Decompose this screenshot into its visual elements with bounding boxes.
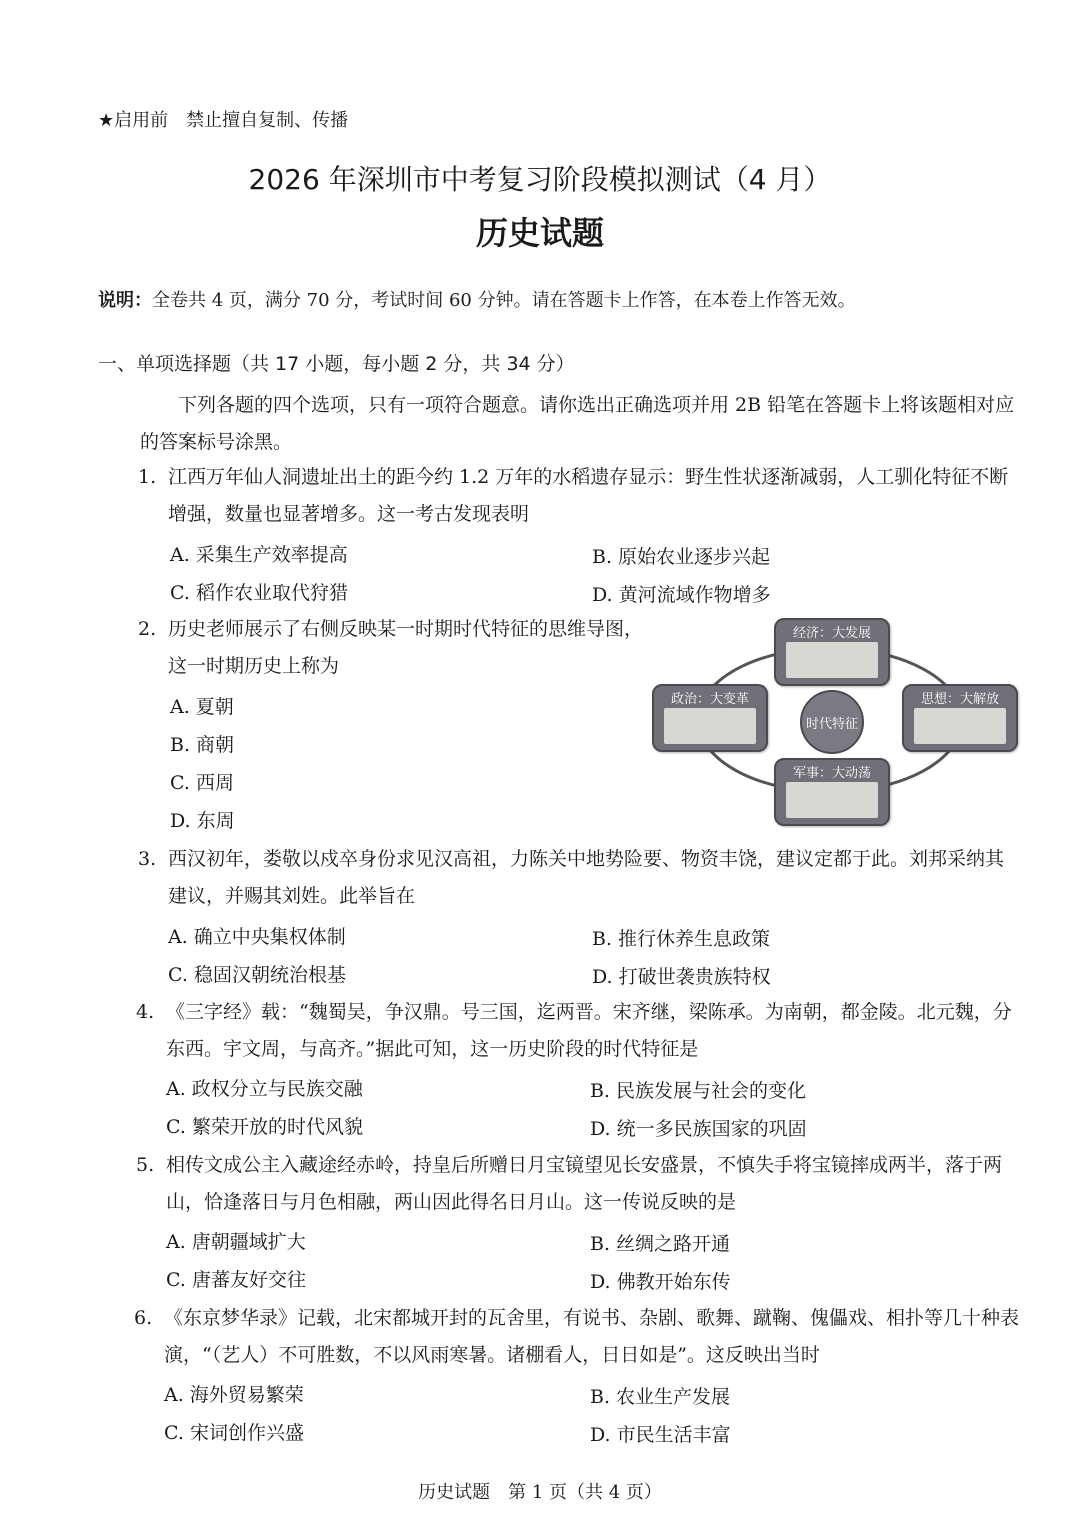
option-d: D. 黄河流域作物增多 — [592, 584, 771, 606]
question-number: 1. — [138, 466, 157, 488]
option-c: C. 繁荣开放的时代风貌 — [166, 1116, 363, 1138]
battle-illustration — [786, 782, 878, 818]
thought-label: 思想：大解放 — [920, 692, 999, 707]
question-text: 相传文成公主入藏途经赤岭，持皇后所赠日月宝镜望见长安盛景，不慎失手将宝镜摔成两半，落于两山，恰逢落日与月色相融，两山因此得名日月山。这一传说反映的是 — [166, 1154, 1003, 1213]
military-node — [774, 758, 890, 826]
option-b: B. 原始农业逐步兴起 — [592, 546, 771, 568]
option-b: B. 推行休养生息政策 — [592, 928, 771, 950]
option-c: C. 稻作农业取代狩猎 — [170, 582, 348, 604]
politics-node — [652, 684, 768, 752]
thought-node — [902, 684, 1018, 752]
option-c: C. 宋词创作兴盛 — [164, 1422, 304, 1444]
section-title: 一、单项选择题（共 17 小题，每小题 2 分，共 34 分） — [98, 353, 575, 375]
option-a: A. 海外贸易繁荣 — [164, 1384, 304, 1406]
question-text: 《三字经》载：“魏蜀吴，争汉鼎。号三国，迄两晋。宋齐继，梁陈承。为南朝，都金陵。北元魏，分东西。宇文周，与高齐。”据此可知，这一历史阶段的时代特征是 — [166, 1001, 1012, 1060]
politics-label: 政治：大变革 — [670, 692, 749, 707]
scholars-illustration — [914, 708, 1006, 744]
option-d: D. 东周 — [170, 810, 235, 832]
option-a: A. 确立中央集权体制 — [168, 926, 346, 948]
mind-map-center: 时代特征 — [800, 690, 864, 754]
question-number: 5. — [136, 1154, 155, 1176]
option-b: B. 商朝 — [170, 734, 235, 756]
question-text: 历史老师展示了右侧反映某一时期时代特征的思维导图，这一时期历史上称为 — [168, 618, 644, 677]
option-a: A. 夏朝 — [170, 696, 234, 718]
section-intro: 下列各题的四个选项，只有一项符合题意。请你选出正确选项并用 2B 铅笔在答题卡上将该题相对应的答案标号涂黑。 — [140, 394, 1015, 453]
option-b: B. 民族发展与社会的变化 — [590, 1080, 807, 1102]
question-text: 江西万年仙人洞遗址出土的距今约 1.2 万年的水稻遗存显示：野生性状逐渐减弱，人工驯化特征不断增强，数量也显著增多。这一考古发现表明 — [168, 466, 1009, 525]
reform-illustration — [664, 708, 756, 744]
subject-title: 历史试题 — [475, 214, 604, 252]
question-text: 《东京梦华录》记载，北宋都城开封的瓦舍里，有说书、杂剧、歌舞、蹴鞠、傀儡戏、相扑等几十种表演，“（艺人）不可胜数，不以风雨寒暑。诸棚看人，日日如是”。这反映出当时 — [164, 1307, 1020, 1366]
economy-node — [774, 618, 890, 686]
instructions-text: 全卷共 4 页，满分 70 分，考试时间 60 分钟。请在答题卡上作答，在本卷上作答无效。 — [152, 290, 856, 311]
option-c: C. 西周 — [170, 772, 234, 794]
option-a: A. 唐朝疆域扩大 — [166, 1231, 306, 1253]
military-label: 军事：大动荡 — [792, 766, 871, 781]
question-number: 2. — [138, 618, 157, 640]
option-a: A. 采集生产效率提高 — [170, 544, 348, 566]
option-b: B. 农业生产发展 — [590, 1386, 731, 1408]
economy-label: 经济：大发展 — [792, 626, 871, 641]
instructions-label: 说明： — [98, 290, 152, 311]
option-c: C. 唐蕃友好交往 — [166, 1269, 306, 1291]
era-mind-map — [652, 618, 1018, 830]
option-b: B. 丝绸之路开通 — [590, 1233, 731, 1255]
confidential-notice: ★启用前 禁止擅自复制、传播 — [98, 110, 349, 131]
exam-title: 2026 年深圳市中考复习阶段模拟测试（4 月） — [248, 163, 832, 196]
option-d: D. 佛教开始东传 — [590, 1271, 731, 1293]
option-c: C. 稳固汉朝统治根基 — [168, 964, 346, 986]
page-footer: 历史试题 第 1 页（共 4 页） — [418, 1482, 662, 1503]
farming-illustration — [786, 642, 878, 678]
option-d: D. 打破世袭贵族特权 — [592, 966, 771, 988]
instructions — [98, 286, 856, 312]
option-a: A. 政权分立与民族交融 — [166, 1078, 363, 1100]
option-d: D. 统一多民族国家的巩固 — [590, 1118, 807, 1140]
question-number: 3. — [138, 848, 157, 870]
option-d: D. 市民生活丰富 — [590, 1424, 731, 1446]
question-text: 西汉初年，娄敬以戍卒身份求见汉高祖，力陈关中地势险要、物资丰饶，建议定都于此。刘邦采纳其建议，并赐其刘姓。此举旨在 — [168, 848, 1005, 907]
question-number: 6. — [134, 1307, 153, 1329]
question-number: 4. — [136, 1001, 155, 1023]
